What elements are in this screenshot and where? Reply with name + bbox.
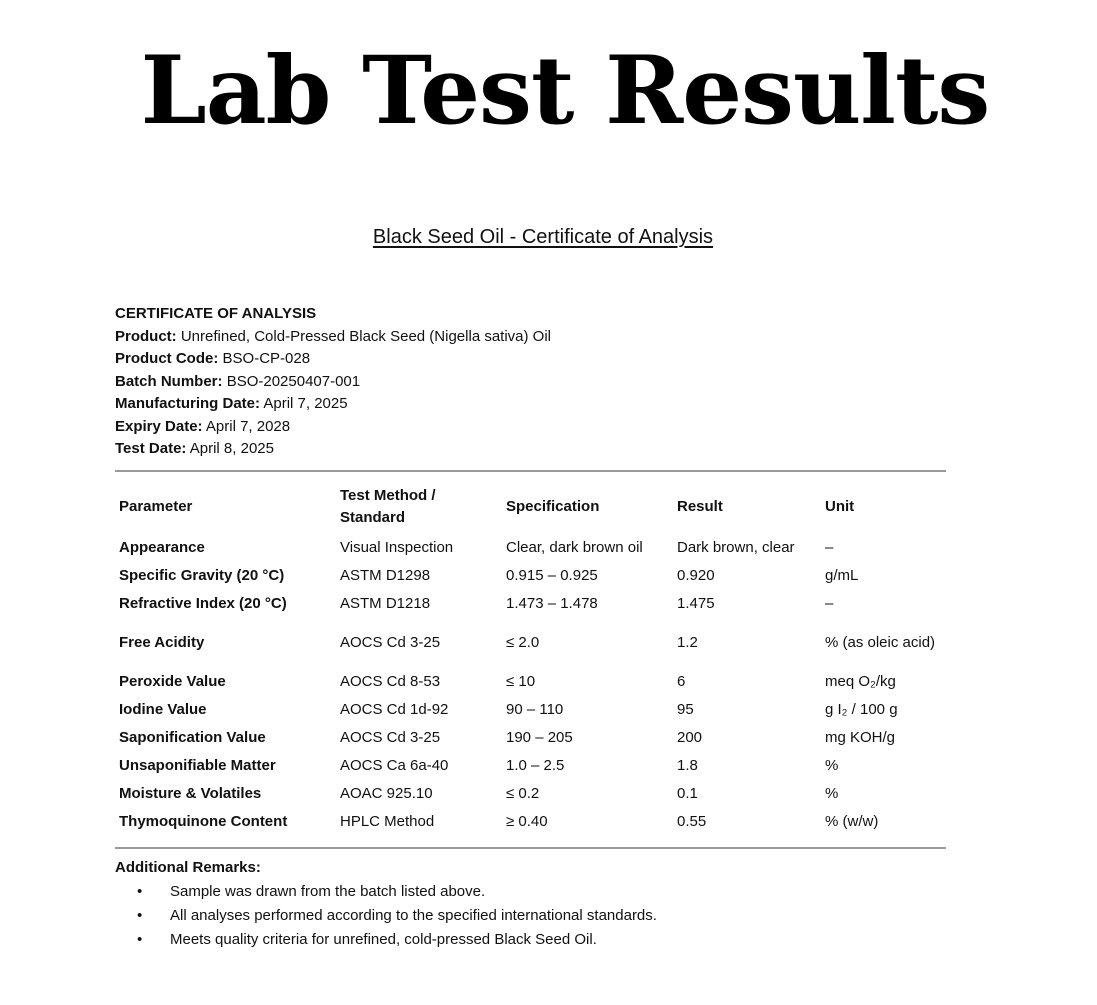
table-bottom-divider [115, 847, 946, 849]
field-label: Test Date: [115, 440, 187, 457]
parameter-cell: Appearance [119, 539, 205, 556]
table-row [115, 562, 946, 590]
table-row [115, 668, 946, 696]
table-row [115, 618, 946, 668]
field-label: Product Code: [115, 350, 219, 367]
parameter-cell: Saponification Value [119, 729, 266, 746]
field-label: Expiry Date: [115, 417, 203, 435]
bullet-icon: • [137, 883, 143, 900]
field-value: BSO-CP-028 [222, 350, 311, 367]
field-label: Product: [115, 327, 177, 345]
header-parameter: Parameter [119, 498, 193, 515]
document-title: Black Seed Oil - Certificate of Analysis [372, 226, 714, 248]
method-cell: Visual Inspection [340, 539, 454, 556]
method-cell: HPLC Method [340, 813, 435, 830]
method-cell: AOCS Cd 1d-92 [340, 701, 449, 718]
method-cell: AOCS Cd 8-53 [340, 673, 441, 690]
list-item [115, 880, 657, 904]
result-cell: 0.920 [677, 567, 715, 584]
table-row [115, 780, 946, 808]
unit-cell: mg KOH/g [825, 729, 896, 746]
field-label: Manufacturing Date: [115, 395, 261, 412]
field-value: April 7, 2025 [263, 395, 348, 412]
specification-cell: ≤ 2.0 [506, 634, 540, 651]
field-value: April 8, 2025 [189, 440, 274, 457]
additional-remarks [115, 856, 657, 952]
header-test-method: Test Method / Standard [340, 487, 436, 526]
header-specification: Specification [506, 498, 600, 515]
result-cell: 1.8 [677, 757, 698, 774]
header-result: Result [677, 498, 723, 515]
parameter-cell: Peroxide Value [119, 673, 226, 690]
unit-cell: % (w/w) [825, 813, 879, 830]
remarks-heading: Additional Remarks: [115, 859, 261, 876]
result-cell: Dark brown, clear [677, 539, 795, 556]
specification-cell: 1.473 – 1.478 [506, 595, 598, 612]
specification-cell: 1.0 – 2.5 [506, 757, 565, 774]
remark-text: Meets quality criteria for unrefined, cold-pressed Black Seed Oil. [170, 931, 597, 948]
specification-cell: ≤ 10 [506, 673, 536, 690]
specification-cell: ≤ 0.2 [506, 785, 540, 802]
specification-cell: Clear, dark brown oil [506, 539, 643, 556]
method-cell: AOCS Ca 6a-40 [340, 757, 449, 774]
table-top-divider [115, 470, 946, 472]
certificate-info [115, 303, 551, 461]
remark-text: All analyses performed according to the specified international standards. [170, 907, 657, 924]
product-code-field [115, 348, 551, 371]
result-cell: 0.1 [677, 785, 698, 802]
expiry-date-field [115, 416, 551, 439]
product-field [115, 326, 551, 349]
result-cell: 95 [677, 701, 694, 718]
table-row [115, 696, 946, 724]
result-cell: 1.2 [677, 634, 698, 651]
result-cell: 6 [677, 673, 686, 690]
unit-cell: – [825, 595, 834, 612]
unit-cell: % [825, 785, 839, 802]
parameter-cell: Free Acidity [119, 634, 205, 651]
parameter-cell: Moisture & Volatiles [119, 785, 262, 802]
unit-cell: % [825, 757, 839, 774]
parameter-cell: Thymoquinone Content [119, 813, 288, 830]
unit-cell: g I₂ / 100 g [825, 701, 898, 718]
method-cell: AOAC 925.10 [340, 785, 433, 802]
manufacturing-date-field [115, 393, 551, 416]
remarks-list [115, 880, 657, 952]
unit-cell: – [825, 539, 834, 556]
table-row [115, 752, 946, 780]
method-cell: AOCS Cd 3-25 [340, 634, 441, 651]
list-item [115, 904, 657, 928]
method-cell: ASTM D1298 [340, 567, 431, 584]
specification-cell: 90 – 110 [506, 701, 564, 718]
field-value: BSO-20250407-001 [226, 372, 361, 390]
page-title: Lab Test Results [140, 36, 990, 146]
bullet-icon: • [137, 907, 143, 924]
specification-cell: 190 – 205 [506, 729, 573, 746]
method-cell: ASTM D1218 [340, 595, 431, 612]
remark-text: Sample was drawn from the batch listed above. [170, 883, 486, 900]
header-unit: Unit [825, 498, 855, 515]
method-cell: AOCS Cd 3-25 [340, 729, 441, 746]
table-row [115, 808, 946, 836]
results-table [115, 484, 946, 836]
field-value: April 7, 2028 [205, 417, 291, 435]
unit-cell: meq O₂/kg [825, 673, 896, 690]
parameter-cell: Unsaponifiable Matter [119, 757, 276, 774]
bullet-icon: • [137, 931, 143, 948]
test-date-field [115, 438, 551, 461]
specification-cell: 0.915 – 0.925 [506, 567, 598, 584]
result-cell: 1.475 [677, 595, 715, 612]
table-row [115, 724, 946, 752]
list-item [115, 928, 657, 952]
batch-number-field [115, 371, 551, 394]
unit-cell: g/mL [825, 567, 859, 584]
table-header-row [115, 484, 946, 530]
result-cell: 0.55 [677, 813, 707, 830]
result-cell: 200 [677, 729, 703, 746]
unit-cell: % (as oleic acid) [825, 634, 936, 651]
specification-cell: ≥ 0.40 [506, 813, 548, 830]
field-value: Unrefined, Cold-Pressed Black Seed (Nigella sativa) Oil [180, 327, 552, 345]
table-row [115, 590, 946, 618]
certificate-heading: CERTIFICATE OF ANALYSIS [115, 305, 317, 322]
parameter-cell: Refractive Index (20 °C) [119, 595, 287, 612]
parameter-cell: Specific Gravity (20 °C) [119, 567, 285, 584]
table-row [115, 530, 946, 562]
parameter-cell: Iodine Value [119, 701, 207, 718]
field-label: Batch Number: [115, 372, 223, 390]
